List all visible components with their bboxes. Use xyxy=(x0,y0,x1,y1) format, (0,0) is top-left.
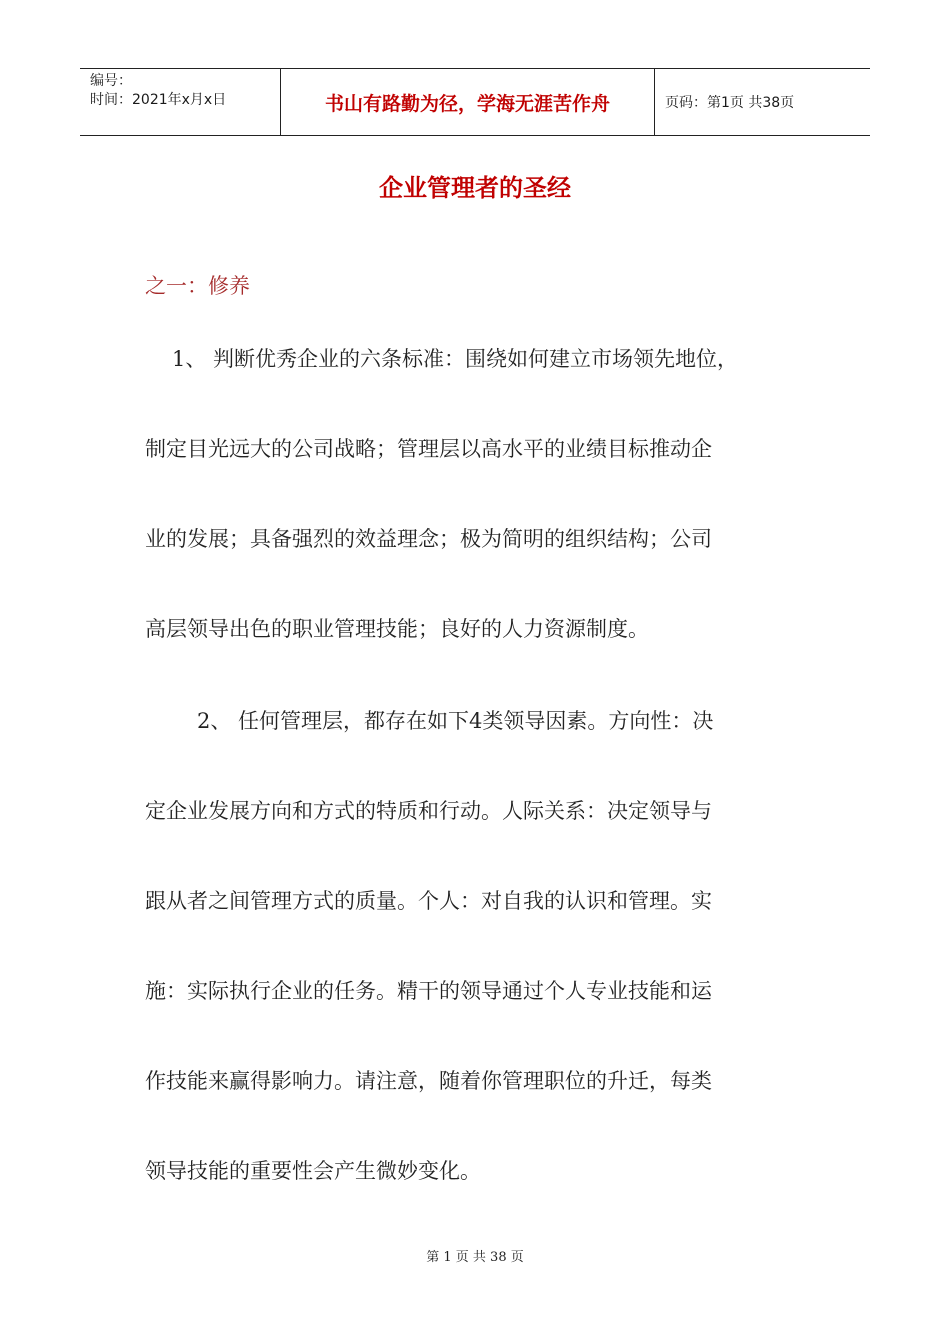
paragraph-line: 领导技能的重要性会产生微妙变化。 xyxy=(145,1159,481,1183)
header-page-info: 页码：第1页 共38页 xyxy=(665,95,795,111)
document-title: 企业管理者的圣经 xyxy=(379,173,571,202)
paragraph-line: 2、 任何管理层，都存在如下4类领导因素。方向性：决 xyxy=(197,709,714,733)
paragraph-line: 施：实际执行企业的任务。精干的领导通过个人专业技能和运 xyxy=(145,979,712,1003)
paragraph-line: 业的发展；具备强烈的效益理念；极为简明的组织结构；公司 xyxy=(145,527,712,551)
number-label: 编号： xyxy=(90,73,132,89)
header-meta xyxy=(80,69,281,135)
paragraph-line: 跟从者之间管理方式的质量。个人：对自我的认识和管理。实 xyxy=(145,889,712,913)
date-label: 时间：2021年x月x日 xyxy=(90,92,227,108)
paragraph-line: 高层领导出色的职业管理技能；良好的人力资源制度。 xyxy=(145,617,649,641)
header-motto: 书山有路勤为径，学海无涯苦作舟 xyxy=(281,69,655,135)
paragraph-line: 作技能来赢得影响力。请注意，随着你管理职位的升迁，每类 xyxy=(145,1069,712,1093)
paragraph-line: 定企业发展方向和方式的特质和行动。人际关系：决定领导与 xyxy=(145,799,712,823)
page-header xyxy=(80,68,870,136)
paragraph-line: 制定目光远大的公司战略；管理层以高水平的业绩目标推动企 xyxy=(145,437,712,461)
section-heading: 之一：修养 xyxy=(145,274,250,298)
page-footer: 第 1 页 共 38 页 xyxy=(426,1250,524,1265)
paragraph-line: 1、 判断优秀企业的六条标准：围绕如何建立市场领先地位， xyxy=(172,347,739,371)
